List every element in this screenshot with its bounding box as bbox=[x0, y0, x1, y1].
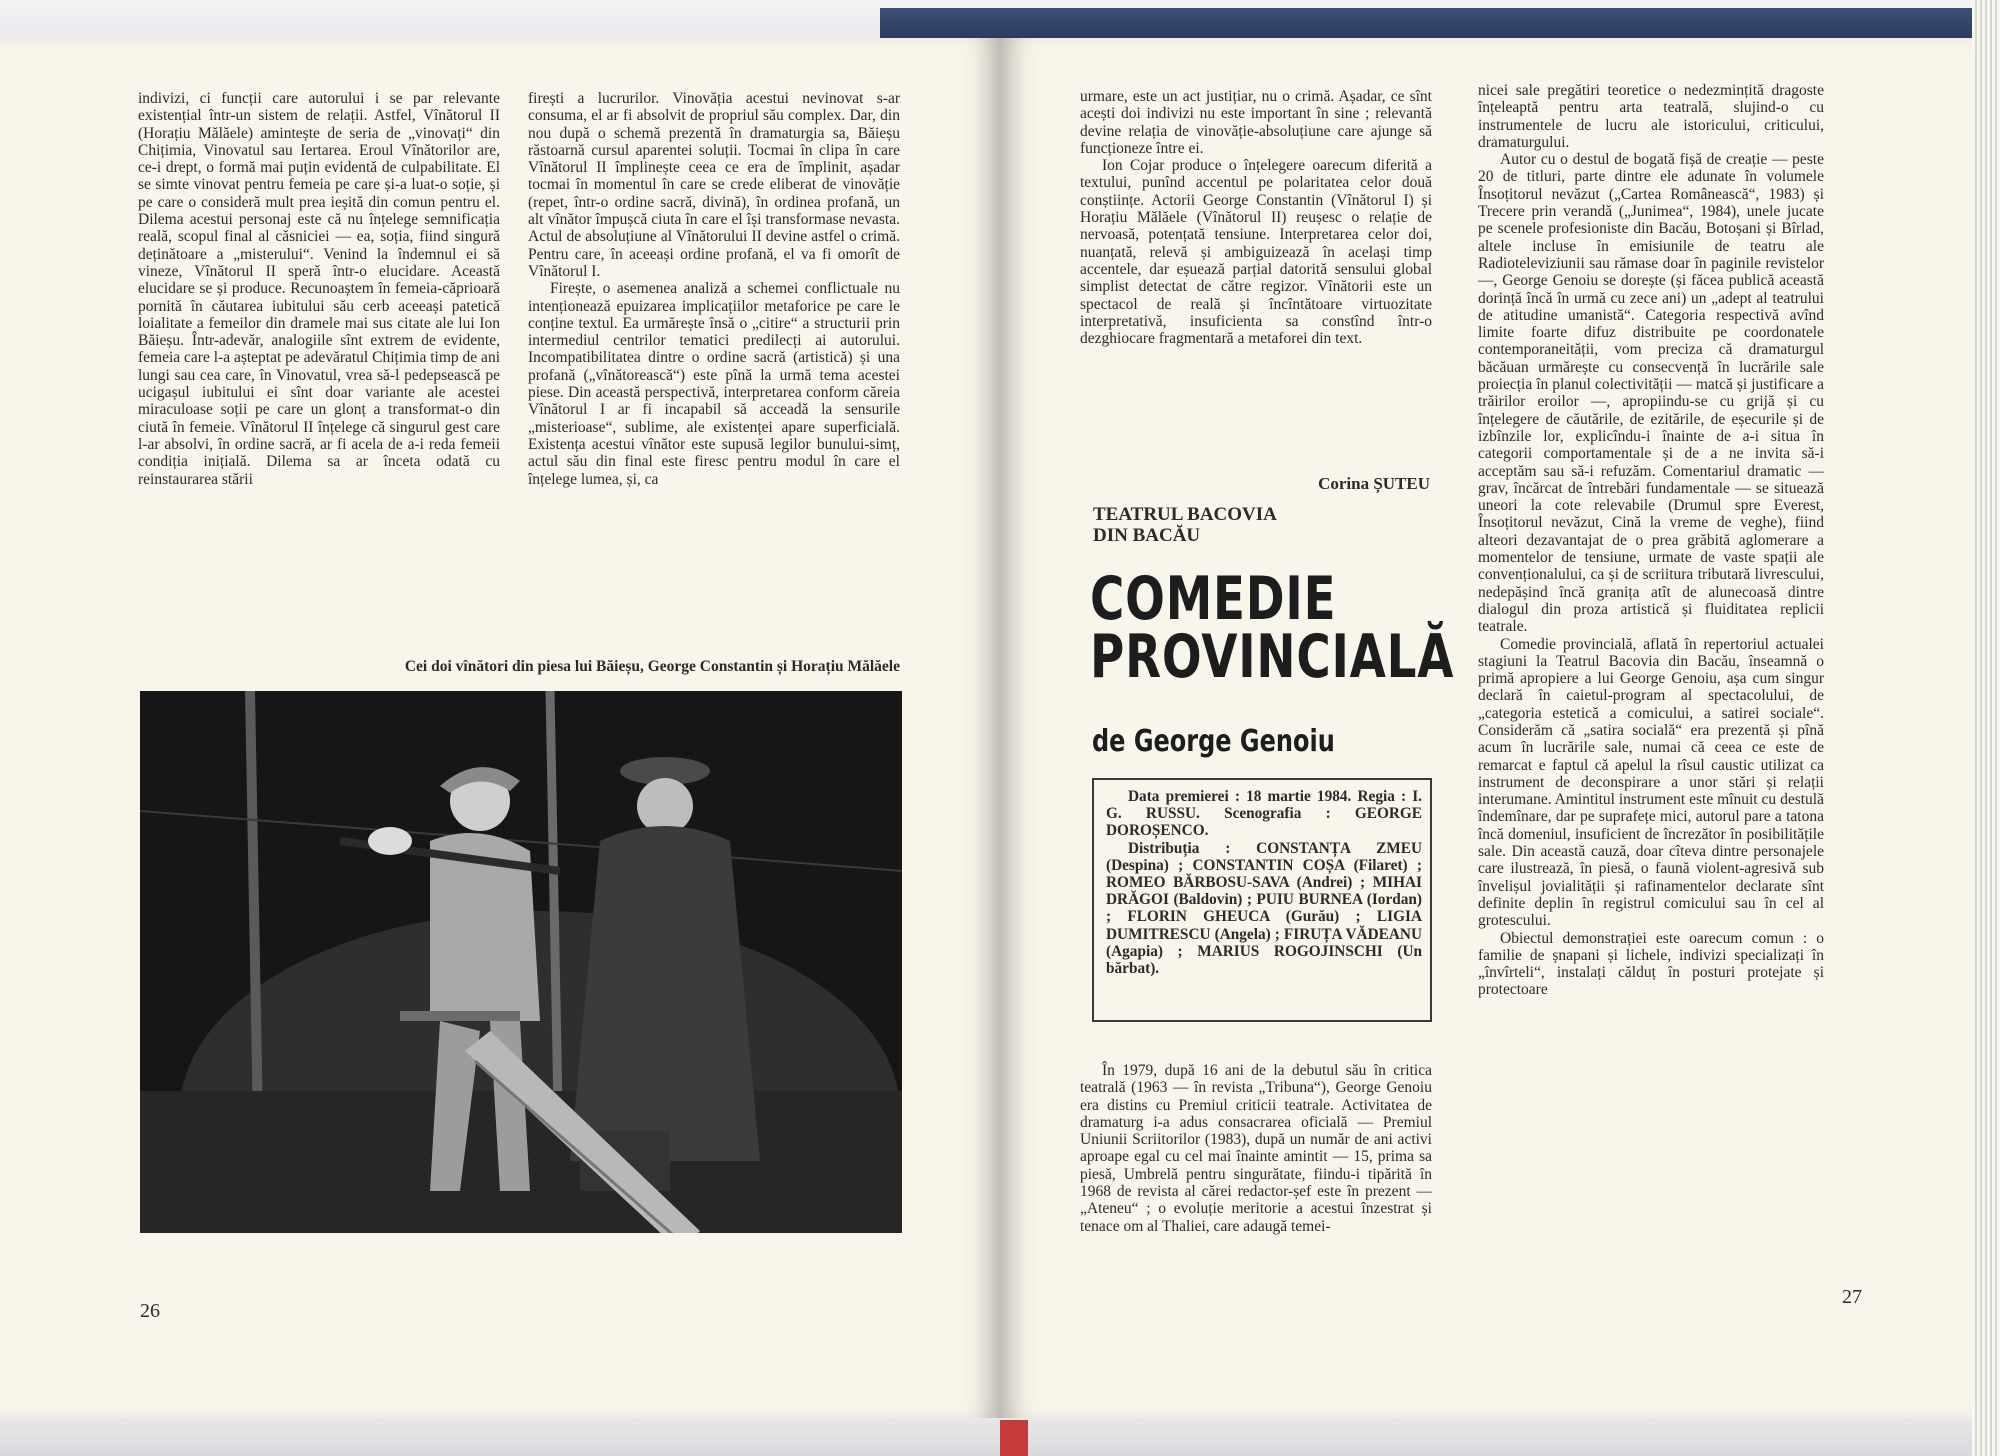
paragraph: Autor cu o destul de bogată fișă de creație — peste 20 de titluri, parte dintre ele adunate în volumele Însoțitorul nevăzut („Cartea Românească“, 1983) și Trecere prin verandă („Junimea“, 1984), unele jucate pe scenele profesioniste din Bacău, Botoșani și Bîrlad, altele incluse în emisiunile de teatru ale Radioteleviziunii sau rămase doar în paginile revistelor —, George Genoiu se dorește (și făcea publică această dorință încă în urmă cu zece ani) un „adept al teatrului de atitudine umanistă“. Categoria respectivă avînd limite foarte difuz distribuite pe coordonatele contemporaneității, vom preciza că dramaturgul băcăuan urmărește cu consecvență în lucrările sale proiecția în planul colectivității — matcă și justificare a trăirilor eroilor —, apropiindu-se cu grijă și cu înțelegere de căutările, de ezitările, de eșecurile și de izbînzile lor, explicîndu-i înainte de a-i situa în categorii comportamentale și de a ne invita să-i acceptăm sau să-i refuzăm. Comentariul dramatic — grav, încărcat de întrebări fundamentale — se situează uneori la cote relevabile (Drumul spre Everest, Însoțitorul nevăzut, Cină la vreme de veghe), fiind alteori dezavantajat de o prea grăbită aglomerare a momentelor de tensiune, urmate de vaste spații ale convenționalului, ca și de scriitura tributară livrescului, nedepășind încă granița atît de alunecoasă dintre dialogul din proza artistică și fluiditatea replicii teatrale. bbox=[1478, 151, 1824, 636]
left-page bbox=[0, 38, 1000, 1418]
credits-cast: Distribuția : CONSTANȚA ZMEU (Despina) ; CONSTANTIN COȘA (Filaret) ; ROMEO BĂRBOSU-SAVA (Andrei) ; MIHAI DRĂGOI (Baldovin) ; PUIU BURNEA (Iordan) ; FLORIN GHEUCA (Gurău) ; LIGIA DUMITRESCU (Angela) ; FIRUȚA VĂDEANU (Agapia) ; MARIUS ROGOJINSCHI (Un bărbat). bbox=[1106, 839, 1422, 978]
photo-caption: Cei doi vînători din piesa lui Băieșu, George Constantin și Horațiu Mălăele bbox=[404, 658, 900, 675]
credits-text bbox=[1106, 788, 1422, 977]
paragraph: nicei sale pregătiri teoretice o nedezmințită dragoste înțeleaptă pentru arta teatrală, slujind-o cu instrumentele de lucru ale istoricului, criticului, dramaturgului. bbox=[1478, 82, 1824, 151]
page-number: 27 bbox=[1842, 1286, 1862, 1308]
production-photo bbox=[140, 691, 902, 1233]
page-stack-edge bbox=[1972, 0, 2000, 1456]
paragraph: Ion Cojar produce o înțelegere oarecum diferită a textului, punînd accentul pe polaritatea celor două conștiințe. Actorii George Constantin (Vînătorul I) și Horațiu Mălăele (Vînătorul II) reușesc o relație de nervoasă, potențată tensiune. Interpretarea celor doi, nuanțată, relevă și ambiguizează în același timp accentele, dar eșuează parțial datorită sensului global simplist detectat de către regizor. Vînătorii este un spectacol de reală și încîntătoare virtuozitate interpretativă, insuficienta sa constînd într-o dezghiocare fragmentară a metaforei din text. bbox=[1080, 157, 1432, 348]
play-title bbox=[1090, 564, 1455, 692]
right-column-1-bottom bbox=[1080, 1062, 1432, 1235]
paragraph: indivizi, ci funcții care autorului i se par relevante existențial într-un sistem de relații. Astfel, Vînătorul II (Horațiu Mălăele) amintește de seria de „vinovați“ din Chițimia, Vinovatul sau Iertarea. Eroul Vînătorilor are, ce-i drept, o formă mai puțin evidentă de culpabilitate. El se simte vinovat pentru femeia pe care și-a luat-o soție, și pe care o consideră mult prea ieșită din comun pentru el. Dilema acestui personaj este că nu înțelege semnificația reală, scopul final al căsniciei — ea, soția, fiind singură deținătoare a „misterului“. Venind la îndemnul ei să vineze, Vînătorul II speră într-o elucidare. Această elucidare se și produce. Recunoaștem în femeia-căprioară pornită în căutarea iubitului său cerb aceeași patetică loialitate a femeilor din dramele mai sus citate ale lui Ion Băieșu. Într-adevăr, analogiile sînt extrem de evidente, femeia care l-a așteptat pe adevăratul Chițimia timp de ani lungi sau cea care, în Vinovatul, vrea să-l pedepsească pe ucigașul iubitului ei sînt doar variante ale acestei miraculoase soții pe care un glonț a transformat-o din ciută în femeie. Vînătorul II înțelege că singurul gest care l-ar absolvi, în ordine sacră, ar fi acela de a-i reda femeii condiția inițială. Dilema sa ar înceta odată cu reinstaurarea stării bbox=[138, 90, 500, 488]
right-column-1 bbox=[1080, 88, 1432, 347]
play-title-line-1: COMEDIE bbox=[1090, 564, 1337, 634]
theatre-heading bbox=[1093, 504, 1333, 546]
play-title-line-2: PROVINCIALĂ bbox=[1090, 622, 1455, 692]
play-author: de George Genoiu bbox=[1092, 724, 1335, 759]
paragraph: Firește, o asemenea analiză a schemei conflictuale nu intenționează epuizarea implicațiilor metaforice pe care le conține textul. Ea urmărește însă o „citire“ a structurii prin intermediul centrilor tematici predilecți ai autorului. Incompatibilitatea dintre o ordine sacră (artistică) și una profană („vînătorească“) este pînă la urmă tema acestei piese. Din această perspectivă, interpretarea conform căreia Vînătorul I ar fi incapabil să acceadă la sensurile „misterioase“, sublime, ale existenței apare superficială. Existența acestui vînător este supusă legilor bunului-simț, actul său din final este firesc pentru modul în care el înțelege lumea, și, ca bbox=[528, 280, 900, 488]
photo-illustration bbox=[140, 691, 902, 1233]
theatre-name: TEATRUL BACOVIA bbox=[1093, 504, 1277, 525]
page-number: 26 bbox=[140, 1300, 160, 1322]
paragraph: În 1979, după 16 ani de la debutul său în critica teatrală (1963 — în revista „Tribuna“), George Genoiu era distins cu Premiul criticii teatrale. Activitatea de dramaturg i-a adus consacrarea oficială — Premiul Uniunii Scriitorilor (1983), după un număr de ani activi aproape egal cu cel mai înainte amintit — 15, prima sa piesă, Umbrelă pentru singurătate, fiindu-i tipărită în 1968 de revista al cărei redactor-șef este în prezent — „Ateneu“ ; o evoluție meritorie a acestui înzestrat și tenace om al Thaliei, care adaugă temei- bbox=[1080, 1062, 1432, 1235]
left-column-1 bbox=[138, 90, 500, 488]
paragraph: Comedie provincială, aflată în repertoriul actualei stagiuni la Teatrul Bacovia din Bacău, înseamnă o primă apropiere a lui George Genoiu, așa cum singur declară în caietul-program al spectacolului, de „categoria estetică a comicului, a satirei sociale“. Considerăm că „satira socială“ era prezentă și pînă acum în lucrările sale, numai că ceea ce este de remarcat e faptul că apelul la rîsul caustic utilizat ca instrument de deconspirare a unor stări și relații interumane. Amintitul instrument este mînuit cu destulă îndemînare, dar pe suprafețe mici, autorul pare a tatona încă domeniul, insuficient de încrezător în posibilitățile sale. Din această cauză, doar cîteva dintre personajele care ilustrează, în piesă, o faună violent-agresivă sub învelișul jovialității și rafinamentelor declarate sînt definite deplin în registrul comicului sau în cel al grotescului. bbox=[1478, 635, 1824, 930]
book-cover-edge bbox=[880, 8, 2000, 38]
right-column-2 bbox=[1478, 82, 1824, 999]
credits-premiere: Data premierei : 18 martie 1984. Regia : I. G. RUSSU. Scenografia : GEORGE DOROȘENCO. bbox=[1106, 788, 1422, 840]
credits-box bbox=[1092, 778, 1432, 1022]
article-author: Corina ȘUTEU bbox=[1318, 474, 1430, 493]
paragraph: firești a lucrurilor. Vinovăția acestui nevinovat s-ar consuma, el ar fi absolvit de propriul său complex. Dar, din nou după o schemă prezentă în dramaturgia sa, Băieșu răstoarnă cursul aparentei soluții. Tocmai în clipa în care Vînătorul II împlinește ceea ce era de împlinit, așadar tocmai în momentul în care se crede eliberat de vinovăție (repet, într-o ordine sacră, divină), în ordinea profană, un alt vînător împușcă ciuta în care el își transformase nevasta. Actul de absoluțiune al Vînătorului II devine astfel o crimă. Pentru care, în aceeași ordine profană, el va fi omorît de Vînătorul I. bbox=[528, 90, 900, 280]
theatre-city: DIN BACĂU bbox=[1093, 525, 1201, 546]
spine-headband bbox=[1000, 1420, 1028, 1456]
paragraph: Obiectul demonstrației este oarecum comun : o familie de șnapani și lichele, indivizi specializați în „învîrteli“, instalați călduț în posturi protejate și protectoare bbox=[1478, 929, 1824, 999]
left-column-2 bbox=[528, 90, 900, 488]
paragraph: urmare, este un act justițiar, nu o crimă. Așadar, ce sînt acești doi indivizi nu este important în sine ; relevantă devine relația de vinovăție-absoluțiune care ajunge să funcționeze între ei. bbox=[1080, 88, 1432, 157]
right-page bbox=[1000, 38, 1972, 1418]
